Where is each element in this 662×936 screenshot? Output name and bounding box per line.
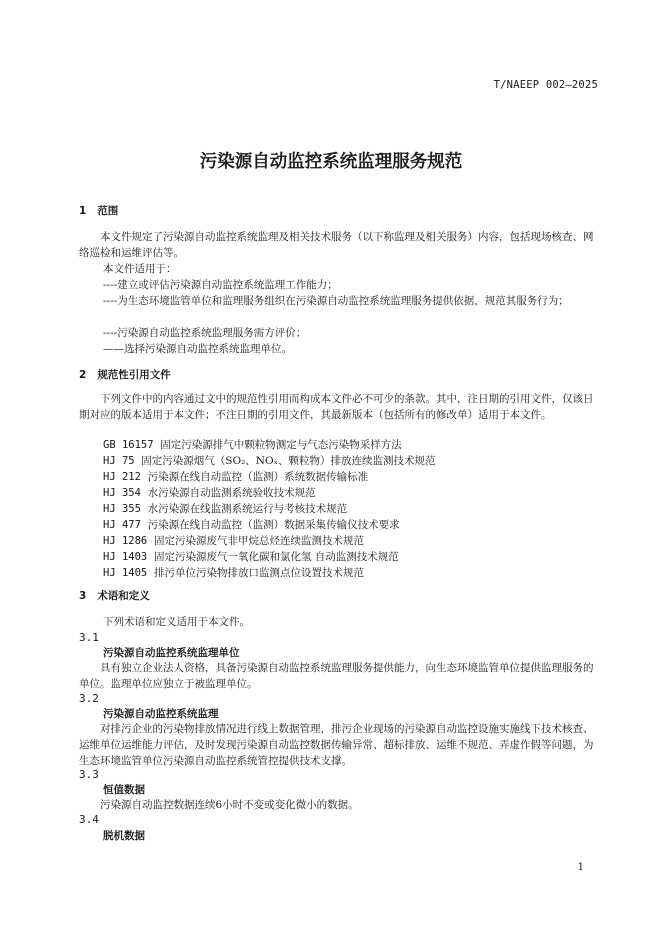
section-2-para-1: 下列文件中的内容通过文中的规范性引用而构成本文件必不可少的条款。其中，注日期的引用文件，仅该日期对应的版本适用于本文件；不注日期的引用文件，其最新版本（包括所有的修改单）适用于本文件。 (79, 393, 594, 421)
reference-name: 污染源在线自动监控（监测）系统数据传输标准 (147, 471, 369, 483)
reference-code: HJ 354 (103, 487, 141, 499)
section-1-para-1: 本文件规定了污染源自动监控系统监理及相关技术服务（以下称监理及相关服务）内容，包括现场核查、网络巡检和运维评估等。 (79, 231, 594, 259)
section-2-heading (79, 367, 171, 383)
section-1-heading (79, 203, 118, 219)
reference-item (103, 501, 436, 517)
reference-name: 固定污染源废气非甲烷总烃连续监测技术规范 (153, 535, 364, 547)
section-2-number: 2 (79, 369, 87, 381)
reference-item (103, 549, 436, 565)
term-title: 脱机数据 (103, 830, 145, 842)
term-number: 3.3 (79, 768, 99, 781)
reference-item (103, 565, 436, 581)
reference-name: 水污染源在线监测系统运行与考核技术规范 (147, 503, 348, 515)
scope-item: ----为生态环境监管单位和监理服务组织在污染源自动监控系统监理服务提供依据，规范其服务行为； (103, 295, 569, 307)
reference-name: 排污单位污染物排放口监测点位设置技术规范 (153, 567, 364, 579)
term-definition: 污染源自动监控数据连续6小时不变或变化微小的数据。 (100, 799, 359, 811)
reference-code: HJ 1405 (103, 567, 148, 579)
term-definition: 具有独立企业法人资格，具备污染源自动监控系统监理服务提供能力，向生态环境监管单位提供监理服务的单位。监理单位应独立于被监理单位。 (79, 662, 594, 690)
reference-code: HJ 1286 (103, 535, 148, 547)
term-number: 3.4 (79, 813, 99, 826)
term-definition: 对排污企业的污染物排放情况进行线上数据管理，排污企业现场的污染源自动监控设施实施线下技术核查、运维单位运维能力评估，及时发现污染源自动监控数据传输异常、超标排放、运维不规范、弄虚作假等问题，为生态环境监管单位污染源自动监控系统管控提供技术支撑。 (79, 723, 594, 767)
scope-item: ----建立或评估污染源自动监控系统监理工作能力； (103, 279, 338, 291)
scope-item: ——选择污染源自动监控系统监理单位。 (103, 343, 292, 355)
term-title: 污染源自动监控系统监理单位 (103, 647, 240, 659)
reference-item (103, 533, 436, 549)
section-3-para-1: 下列术语和定义适用于本文件。 (103, 616, 250, 628)
term-number: 3.2 (79, 692, 99, 705)
reference-code: HJ 477 (103, 519, 141, 531)
reference-code: HJ 75 (103, 455, 135, 467)
reference-code: HJ 1403 (103, 551, 148, 563)
term-title: 污染源自动监控系统监理 (103, 708, 219, 720)
section-1-para-2: 本文件适用于： (103, 263, 177, 275)
section-3-heading (79, 588, 150, 604)
reference-name: 固定污染源废气一氧化碳和氯化氢 自动监测技术规范 (153, 551, 399, 563)
reference-name: 水污染源自动监测系统验收技术规范 (147, 487, 316, 499)
section-2-title: 规范性引用文件 (97, 369, 171, 381)
term-title: 恒值数据 (103, 784, 145, 796)
reference-name: 污染源在线自动监控（监测）数据采集传输仪技术要求 (147, 519, 400, 531)
term-number: 3.1 (79, 631, 99, 644)
document-title: 污染源自动监控系统监理服务规范 (199, 152, 463, 172)
reference-code: HJ 355 (103, 503, 141, 515)
reference-item (103, 453, 436, 469)
reference-code: GB 16157 (103, 439, 154, 451)
page-number: 1 (577, 862, 584, 873)
reference-name: 固定污染源排气中颗粒物测定与气态污染物采样方法 (160, 439, 402, 451)
section-1-title: 范围 (97, 205, 119, 217)
document-number: T/NAEEP 002—2025 (493, 79, 598, 91)
reference-name: 固定污染源烟气（SO₂、NOₓ、颗粒物）排放连续监测技术规范 (141, 455, 436, 467)
reference-item (103, 437, 436, 453)
scope-item: ----污染源自动监控系统监理服务需方评价； (103, 327, 307, 339)
section-1-number: 1 (79, 205, 87, 217)
reference-item (103, 517, 436, 533)
reference-item (103, 485, 436, 501)
reference-item (103, 469, 436, 485)
reference-code: HJ 212 (103, 471, 141, 483)
reference-list (103, 437, 436, 581)
section-3-number: 3 (79, 590, 87, 602)
section-3-title: 术语和定义 (97, 590, 150, 602)
